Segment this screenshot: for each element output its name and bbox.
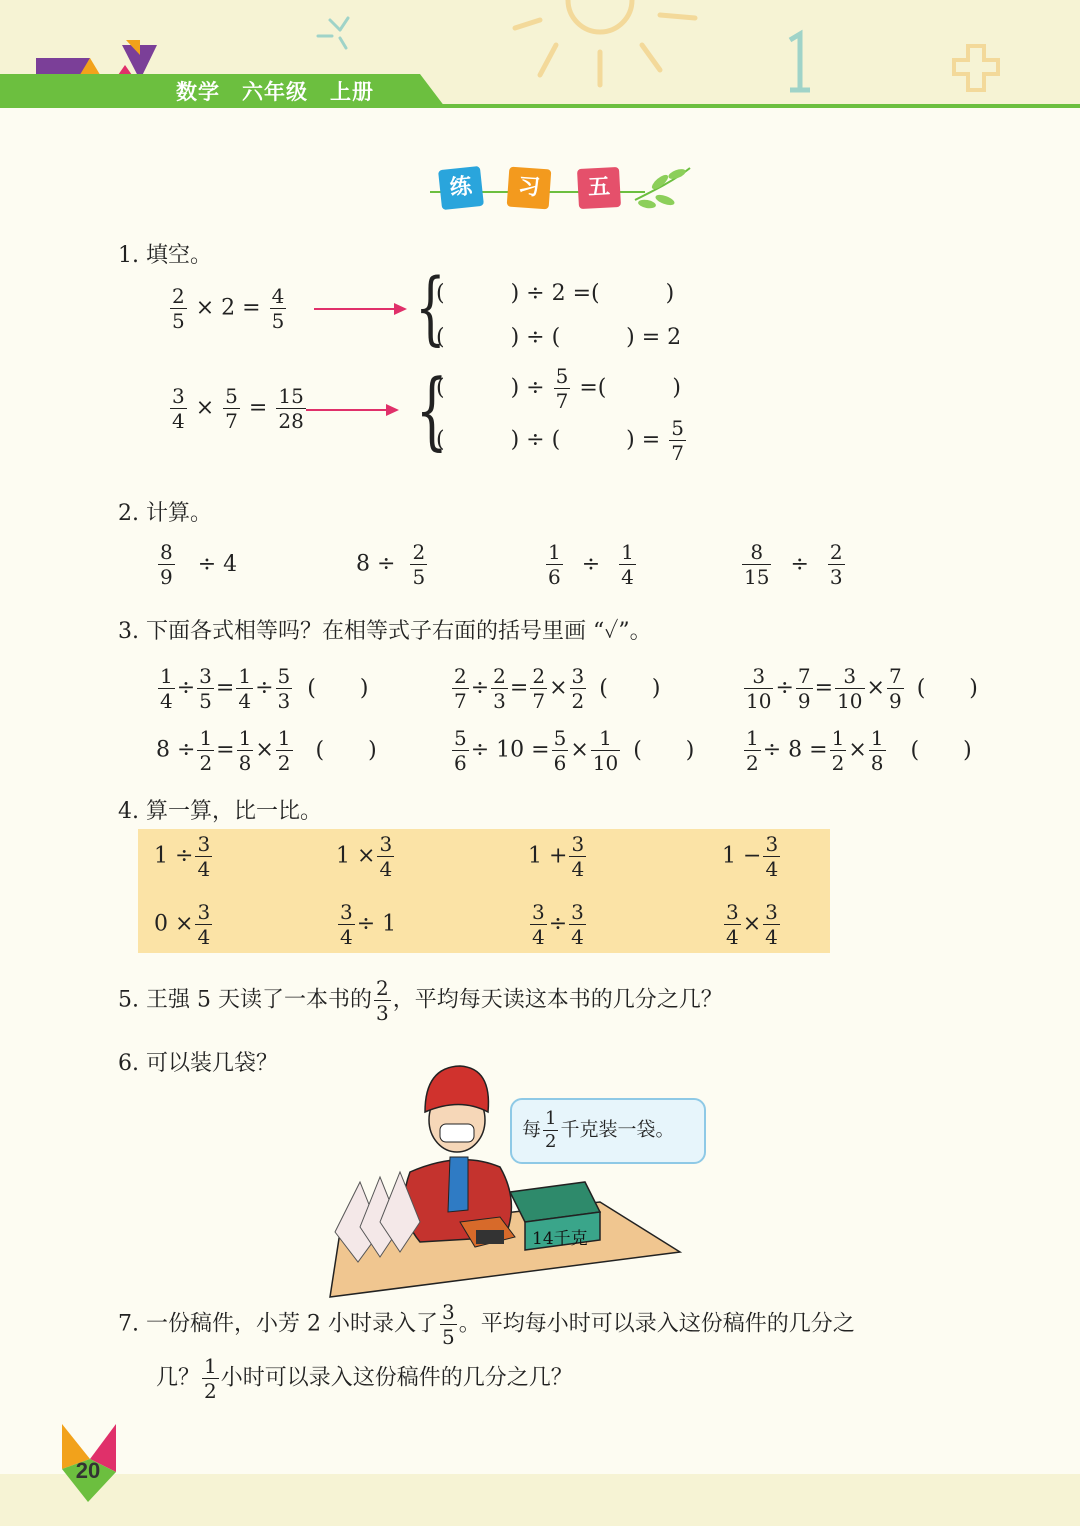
ex4-r2-item-2: $\frac{3}{4}$ ÷ 1: [340, 900, 397, 949]
ex4-number: 4.: [118, 799, 139, 824]
ex1-row2-top: ( ) ÷ $\frac{5}{7}$ =( ): [436, 364, 681, 413]
brace-icon: {: [415, 261, 446, 354]
ex1-row1-top: ( ) ÷ 2 =( ): [436, 281, 675, 306]
ex1-row2-bottom: ( ) ÷ ( ) = $\frac{5}{7}$: [436, 416, 684, 465]
answer-paren[interactable]: ( ): [307, 675, 369, 701]
answer-paren[interactable]: ( ): [910, 737, 972, 763]
ex4-r2-item-4: $\frac{3}{4}$ × $\frac{3}{4}$: [726, 900, 778, 949]
ex2-item-3: $\frac{1}{6}$ ÷ $\frac{1}{4}$: [548, 540, 634, 589]
ex6-heading: [118, 1046, 278, 1077]
packing-illustration: [300, 1052, 690, 1300]
ex5-number: 5.: [118, 987, 139, 1013]
answer-paren[interactable]: ( ): [633, 737, 695, 763]
box-label: 14千克: [532, 1229, 588, 1249]
brace-icon: {: [415, 361, 448, 459]
title-char-lian: 练: [438, 166, 484, 210]
ex1-row1-bottom: ( ) ÷ ( ) = 2: [436, 325, 682, 350]
ex3-title: 下面各式相等吗？在相等式子右面的括号里画 “✓”。: [146, 619, 652, 644]
ex2-item-1: $\frac{8}{9}$ ÷ 4: [160, 540, 238, 589]
ex3-r1-item-1: $\frac{1}{4}$ ÷ $\frac{3}{5}$ = $\frac{1}{4}$ ÷ $\frac{5}{3}$ ( ): [160, 664, 369, 713]
answer-paren[interactable]: ( ): [916, 675, 978, 701]
ex4-title: 算一算，比一比。: [146, 799, 323, 824]
ex3-r1-item-3: $\frac{3}{10}$ ÷ $\frac{7}{9}$ = $\frac{3}{10}$ × $\frac{7}{9}$ ( ): [746, 664, 978, 713]
ex3-r2-item-3: $\frac{1}{2}$ ÷ 8 = $\frac{1}{2}$ × $\frac{1}{8}$ ( ): [746, 726, 972, 775]
ex4-r1-item-4: 1 − $\frac{3}{4}$: [722, 832, 779, 881]
ex6-title: 可以装几袋？: [146, 1051, 279, 1076]
ex3-number: 3.: [118, 619, 139, 644]
ex1-row1-equation: $\frac{2}{5}$ × 2 = $\frac{4}{5}$: [172, 284, 285, 333]
title-char-wu: 五: [577, 167, 621, 209]
ex2-title: 计算。: [146, 501, 213, 526]
ex4-r2-item-3: $\frac{3}{4}$ ÷ $\frac{3}{4}$: [532, 900, 584, 949]
ex7-line-1: 7. 一份稿件，小芳 2 小时录入了 $\frac{3}{5}$ 。平均每小时可以录入这份稿件的几分之: [118, 1300, 855, 1349]
page-footer: [0, 1474, 1080, 1526]
ex1-heading: [118, 238, 212, 269]
ex3-r1-item-2: $\frac{2}{7}$ ÷ $\frac{2}{3}$ = $\frac{2}{7}$ × $\frac{3}{2}$ ( ): [454, 664, 661, 713]
header-line: [0, 104, 1080, 108]
ex4-r1-item-2: 1 × $\frac{3}{4}$: [336, 832, 393, 881]
ex7-number: 7.: [118, 1311, 139, 1337]
ex1-row2-equation: $\frac{3}{4}$ × $\frac{5}{7}$ = $\frac{15}{28}$: [172, 384, 304, 433]
book-title: 数学 六年级 上册: [176, 80, 374, 104]
ex6-number: 6.: [118, 1051, 139, 1076]
ex4-r1-item-1: 1 ÷ $\frac{3}{4}$: [154, 832, 211, 881]
ex5-question: 5. 王强 5 天读了一本书的 $\frac{2}{3}$ ，平均每天读这本书的几分之几？: [118, 976, 723, 1025]
page-number: 20: [75, 1458, 101, 1483]
bubble-text: 每 $\frac{1}{2}$ 千克装一袋。: [522, 1108, 675, 1152]
ex4-r2-item-1: 0 × $\frac{3}{4}$: [154, 900, 211, 949]
ex2-heading: [118, 496, 212, 527]
ex3-heading: [118, 614, 652, 645]
ex1-number: 1.: [118, 243, 139, 268]
ex3-r2-item-1: 8 ÷ $\frac{1}{2}$ = $\frac{1}{8}$ × $\frac{1}{2}$ ( ): [156, 726, 377, 775]
answer-paren[interactable]: ( ): [599, 675, 661, 701]
ex1-title: 填空。: [146, 243, 213, 268]
answer-paren[interactable]: ( ): [315, 737, 377, 763]
ex7-line-2: 几？ $\frac{1}{2}$ 小时可以录入这份稿件的几分之几？: [156, 1354, 573, 1403]
ex2-item-2: 8 ÷ $\frac{2}{5}$: [356, 540, 426, 589]
title-char-xi: 习: [507, 167, 552, 210]
ex2-item-4: $\frac{8}{15}$ ÷ $\frac{2}{3}$: [744, 540, 843, 589]
ex4-heading: [118, 794, 322, 825]
ex3-r2-item-2: $\frac{5}{6}$ ÷ 10 = $\frac{5}{6}$ × $\frac{1}{10}$ ( ): [454, 726, 695, 775]
arrow-icon: [312, 300, 407, 318]
arrow-icon: [304, 401, 399, 419]
ex2-number: 2.: [118, 501, 139, 526]
ex4-r1-item-3: 1 + $\frac{3}{4}$: [528, 832, 585, 881]
